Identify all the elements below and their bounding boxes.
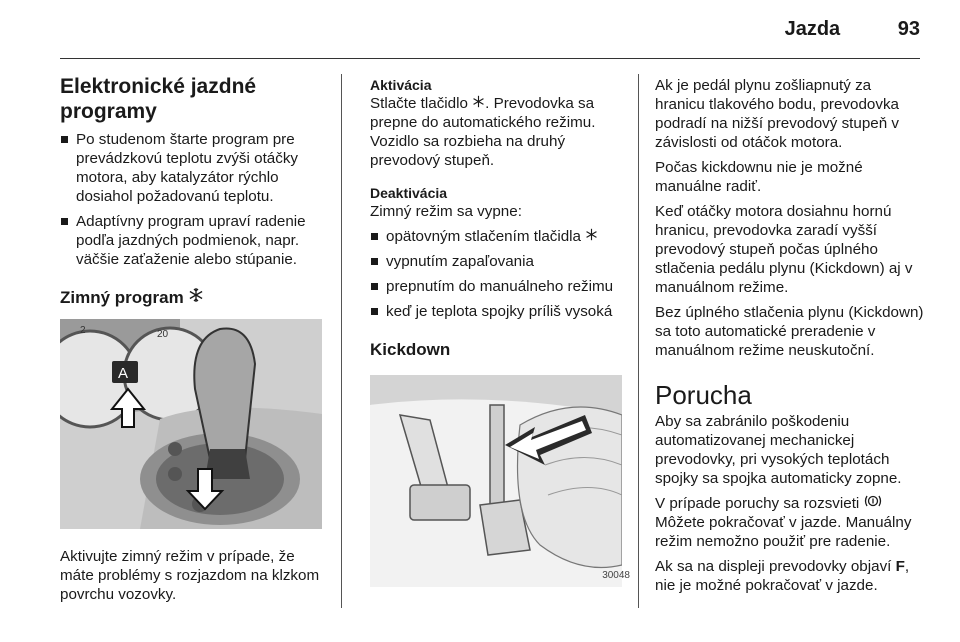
column-divider-1 — [341, 74, 342, 608]
figure-number: 30048 — [602, 570, 630, 581]
snowflake-icon — [585, 227, 598, 246]
page-number: 93 — [897, 18, 920, 40]
deactivation-list — [370, 227, 622, 321]
winter-heading: Zimný program — [60, 287, 322, 309]
snowflake-icon — [188, 287, 204, 309]
list-item: Adaptívny program upraví radenie podľa jazdných podmienok, napr. väčšie zaťaženie alebo stúpanie. — [60, 212, 322, 269]
failure-heading: Porucha — [655, 380, 752, 410]
paragraph: V prípade poruchy sa rozsvieti Môžete pokračovať v jazde. Manuálny režim nemožno použiť pre radenie. — [655, 495, 912, 550]
mode-letter: A — [118, 365, 129, 382]
column-1 — [60, 74, 322, 610]
header-rule — [60, 58, 920, 59]
paragraph: Počas kickdownu nie je možné manuálne radiť. — [655, 159, 863, 195]
list-item: opätovným stlačením tlačidla — [370, 227, 622, 246]
svg-text:20: 20 — [157, 329, 169, 340]
section-heading: Elektronické jazdné programy — [60, 75, 257, 123]
activation-text: Stlačte tlačidlo . Prevodovka sa prepne do automatického režimu. Vozidlo sa rozbieha na druhý prevodový stupeň. — [370, 95, 596, 169]
column-divider-2 — [638, 74, 639, 608]
deactivation-heading: Deaktivácia — [370, 185, 448, 201]
list-item: prepnutím do manuálneho režimu — [370, 277, 622, 296]
kickdown-pedal-image — [370, 375, 632, 587]
gear-selector-image — [60, 319, 322, 529]
program-list — [60, 130, 322, 269]
transmission-warning-icon — [864, 495, 882, 512]
svg-text:2: 2 — [80, 325, 86, 336]
paragraph: Aby sa zabránilo poškodeniu automatizovanej mechanickej prevodovky, pri vysokých teplotách spojky sa spojka automaticky zopne. — [655, 413, 902, 487]
column-2 — [370, 76, 630, 587]
paragraph: Ak je pedál plynu zošliapnutý za hranicu tlakového bodu, prevodovka podradí na nižší prevodový stupeň v závislosti od otáčok motora. — [655, 77, 900, 151]
deactivation-intro: Zimný režim sa vypne: — [370, 203, 522, 220]
list-item: Po studenom štarte program pre prevádzkovú teplotu zvýši otáčky motora, aby katalyzátor rýchlo dosiahol požadovanú teplotu. — [60, 130, 322, 206]
activation-heading: Aktivácia — [370, 77, 432, 93]
section-title: Jazda — [784, 18, 841, 40]
paragraph: Keď otáčky motora dosiahnu hornú hranicu, prevodovka zaradí vyšší prevodový stupeň počas úplného stlačenia pedálu plynu (Kickdown) aj v manuálnom režime. — [655, 203, 913, 296]
snowflake-icon — [472, 94, 485, 113]
list-item: vypnutím zapaľovania — [370, 252, 622, 271]
column-3 — [655, 76, 925, 601]
paragraph: Bez úplného stlačenia plynu (Kickdown) sa toto automatické preradenie v manuálnom režime neuskutoční. — [655, 304, 924, 359]
winter-description: Aktivujte zimný režim v prípade, že máte problémy s rozjazdom na klzkom povrchu vozovky. — [60, 548, 320, 603]
kickdown-heading: Kickdown — [370, 340, 451, 359]
list-item: keď je teplota spojky príliš vysoká — [370, 302, 622, 321]
paragraph: Ak sa na displeji prevodovky objaví F, nie je možné pokračovať v jazde. — [655, 558, 910, 594]
fault-letter: F — [895, 558, 905, 575]
